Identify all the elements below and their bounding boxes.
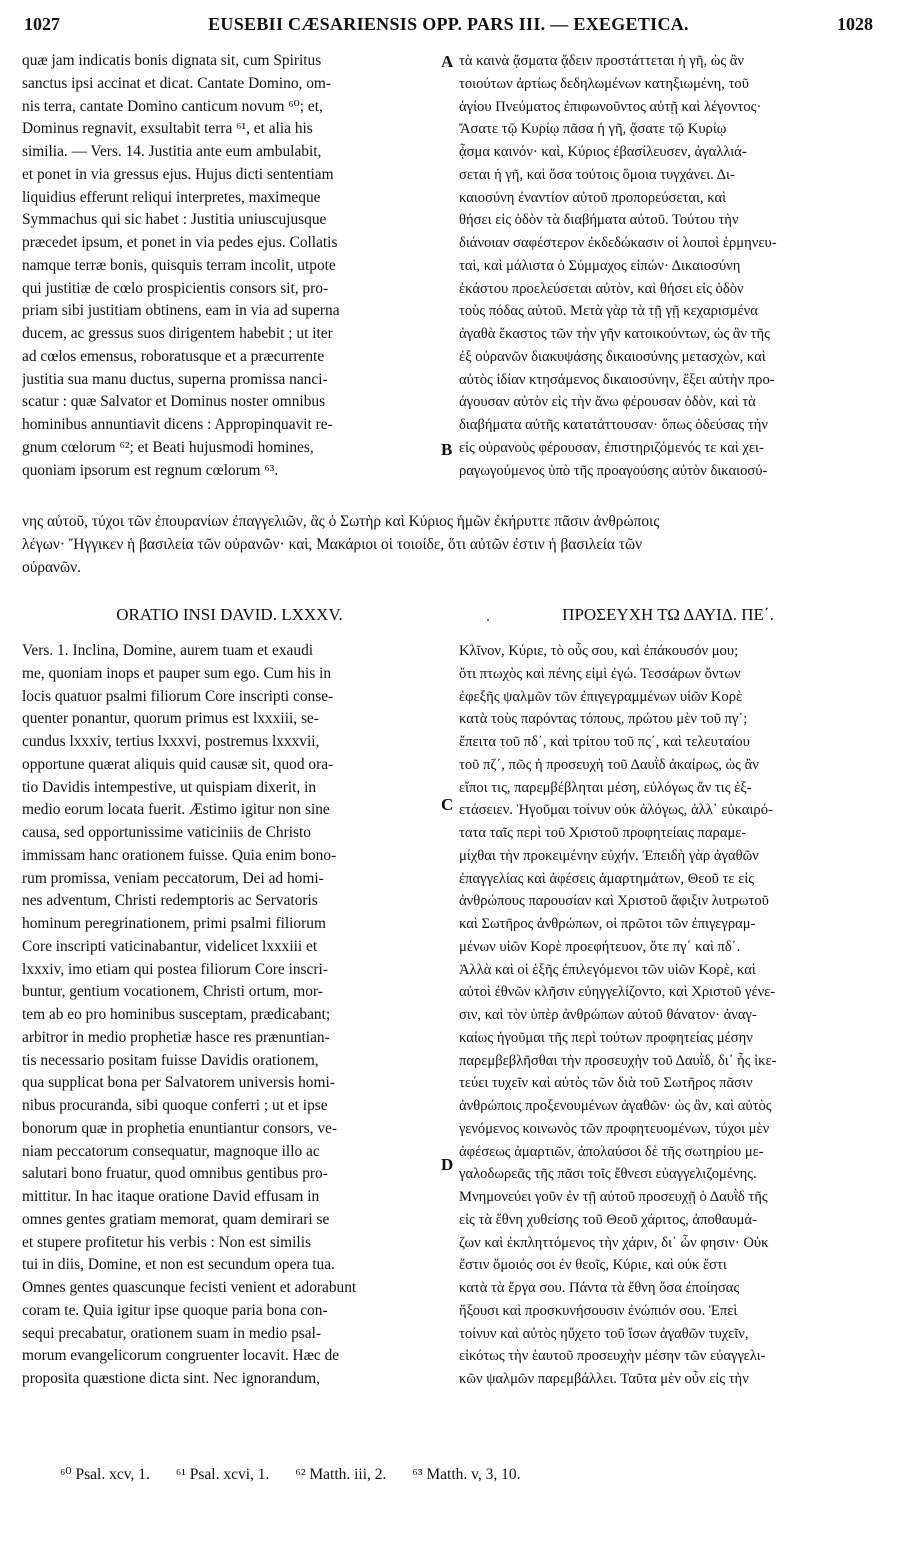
text-line: arbitror in medio prophetiæ hasce res prænuntian- <box>22 1028 330 1046</box>
text-line: τοῦ πζ΄, πῶς ἡ προσευχὴ τοῦ Δαυῒδ ἀκαίρως, ὡς ἂν <box>459 756 759 773</box>
text-line: nes adventum, Christi redemptoris ac Servatoris <box>22 892 318 910</box>
text-line: morum evangelicorum congruenter locavit. Hæc de <box>22 1347 340 1365</box>
text-line: Dominus regnavit, exsultabit terra ⁶¹, et alia his <box>22 120 313 138</box>
text-line: sanctus ipsi accinat et dicat. Cantate Domino, om- <box>22 74 332 92</box>
text-line: ἀνθρώποις προξενουμένων ἀγαθῶν· ὡς ἂν, καὶ αὐτὸς <box>459 1098 772 1114</box>
text-line: Ἀλλὰ καὶ οἱ ἑξῆς ἐπιλεγόμενοι τῶν υἱῶν Κορὲ, καὶ <box>459 961 756 978</box>
text-line: ραγωγούμενος ὑπὸ τῆς προαγούσης αὐτὸν δικαιοσύ- <box>459 462 768 479</box>
title-separator: . <box>486 608 490 625</box>
margin-letter-b: B <box>441 440 453 459</box>
text-line: niam peccatorum consequatur, magnoque illo ac <box>22 1142 320 1160</box>
text-line: tis necessario positam fuisse Davidis orationem, <box>22 1051 319 1069</box>
text-line: et stupere profitetur his verbis : Non est similis <box>22 1233 311 1251</box>
text-line: coram te. Quia igitur ipse quoque paria bona con- <box>22 1301 328 1319</box>
text-line: ἐφεξῆς ψαλμῶν τῶν ἐπιγεγραμμένων υἱῶν Κορὲ <box>459 688 743 705</box>
text-line: nibus procuranda, sibi quoque conferri ; ut et ipse <box>22 1097 328 1114</box>
text-line: lxxxiv, imo etiam qui postea filiorum Core inscri- <box>22 960 328 978</box>
text-line: ducem, ac gressus suos dirigentem habebit ; ut iter <box>22 325 333 342</box>
text-line: ἐξ οὐρανῶν διακυψάσης δικαιοσύνης μετασχὼν, καὶ <box>459 348 766 365</box>
full-width-greek-continuation <box>22 511 877 579</box>
text-line: τοὺς πόδας αὐτοῦ. Μετὰ γὰρ τὰ τῇ γῇ κεχαρισμένα <box>459 303 758 320</box>
margin-letter-a: A <box>441 52 454 71</box>
text-line: αὐτὸς ἰδίαν κτησάμενος δικαιοσύνην, ἕξει αὐτὴν προ- <box>459 371 775 388</box>
text-line: tem ab eo pro hominibus susceptam, prædicabant; <box>22 1006 331 1023</box>
text-line: Symmachus qui sic habet : Justitia uniuscujusque <box>22 211 327 229</box>
page-number-right: 1028 <box>837 14 873 34</box>
footnote: ⁶¹ Psal. xcvi, 1. <box>175 1466 270 1483</box>
text-line: γαλοδωρεᾶς τῆς πᾶσι τοῖς ἔθνεσι εὐαγγελιζομένης. <box>459 1166 757 1183</box>
text-line: hominibus annuntiavit dicens : Appropinquavit re- <box>22 416 333 433</box>
text-line: quæ jam indicatis bonis dignata sit, cum Spiritus <box>22 52 322 69</box>
text-line: qua supplicat bona per Salvatorem universis homi- <box>22 1074 335 1092</box>
text-line: τατα ταῖς περὶ τοῦ Χριστοῦ προφητείαις παραμε- <box>459 825 747 841</box>
text-line: ετάσειεν. Ἡγοῦμαι τοίνυν οὐκ ἀλόγως, ἀλλ᾽ εὐκαιρό- <box>459 802 773 819</box>
text-line: causa, sed opportunissime vaticiniis de Christo <box>22 824 311 841</box>
text-line: Vers. 1. Inclina, Domine, aurem tuam et exaudi <box>22 642 314 659</box>
text-line: bonorum quæ in prophetia enuntiantur consors, ve- <box>22 1119 338 1137</box>
text-line: ὅτι πτωχὸς καὶ πένης εἰμὶ ἐγώ. Τεσσάρων ὄντων <box>459 665 741 682</box>
text-line: similia. — Vers. 14. Justitia ante eum ambulabit, <box>22 143 322 160</box>
text-line: καιοσύνη ἐναντίον αὐτοῦ προπορεύσεται, καὶ <box>459 189 727 206</box>
text-line: namque terræ bonis, quisquis terram incolit, utpote <box>22 256 336 274</box>
text-line: οὐρανῶν. <box>22 558 81 576</box>
text-line: κατὰ τὰ ἔργα σου. Πάντα τὰ ἔθνη ὅσα ἐποίησας <box>459 1280 740 1296</box>
text-line: ἀνθρώπους παρουσίαν καὶ Χριστοῦ ἄφιξιν λυτρωτοῦ <box>459 893 769 910</box>
bottom-latin-column <box>22 640 437 1391</box>
text-line: proposita quæstione dicta sint. Nec ignorandum, <box>22 1370 320 1387</box>
text-line: Κλῖνον, Κύριε, τὸ οὖς σου, καὶ ἐπάκουσόν μου; <box>459 643 739 659</box>
top-latin-column <box>22 50 437 482</box>
text-line: omnes gentes gratiam memorat, quam demirari se <box>22 1210 330 1228</box>
text-line: εἰς οὐρανοὺς φέρουσαν, ἐπιστηριζόμενός τε καὶ χει- <box>459 439 764 456</box>
text-line: nis terra, cantate Domino canticum novum ⁶⁰; et, <box>22 97 323 115</box>
text-line: sequi precabatur, orationem suam in medio psal- <box>22 1324 321 1342</box>
text-line: γενόμενος κοινωνὸς τῶν προφητευομένων, τύχοι μὲν <box>459 1120 770 1137</box>
text-line: buntur, gentium vocationem, Christi ortum, mor- <box>22 983 323 1001</box>
text-line: κῶν ψαλμῶν παρεμβάλλει. Ταῦτα μὲν οὖν εἰς τὴν <box>459 1371 749 1387</box>
footnote: ⁶³ Matth. v, 3, 10. <box>412 1466 521 1483</box>
footnote: ⁶⁰ Psal. xcv, 1. <box>60 1466 150 1483</box>
text-line: tui in diis, Domine, et non est secundum opera tua. <box>22 1256 335 1274</box>
text-line: διαβήματα αὐτῆς κατατάττουσαν· ὅπως ὁδεύσας τὴν <box>459 417 768 433</box>
text-line: priam sibi justitiam obtinens, eam in via ad superna <box>22 302 340 320</box>
text-line: τεύει τυχεῖν καὶ αὐτὸς τῶν διὰ τοῦ Σωτῆρος πᾶσιν <box>459 1075 753 1092</box>
text-line: mittitur. In hac itaque oratione David effusam in <box>22 1188 320 1205</box>
running-title: EUSEBII CÆSARIENSIS OPP. PARS III. — EXEGETICA. <box>208 14 689 34</box>
text-line: ad cœlos emensus, roboratusque et a præcurrente <box>22 347 325 365</box>
footnote: ⁶² Matth. iii, 2. <box>295 1466 387 1483</box>
text-line: αὐτοὶ ἐθνῶν κλῆσιν εὐηγγελίζοντο, καὶ Χριστοῦ γένε- <box>459 984 776 1001</box>
text-line: tio Davidis intempestive, ut quispiam dixerit, in <box>22 778 317 796</box>
text-line: τοιούτων ἀρτίως δεδηλωμένων κατηξιωμένη, τοῦ <box>459 75 749 92</box>
text-line: immissam hanc orationem fuisse. Quia enim bono- <box>22 846 337 864</box>
text-line: νης αὐτοῦ, τύχοι τῶν ἐπουρανίων ἐπαγγελιῶν, ἃς ὁ Σωτὴρ καὶ Κύριος ἡμῶν ἐκήρυττε πᾶσιν ἀνθρώποις <box>22 513 660 530</box>
text-line: σιν, καὶ τὸν ὑπὲρ ἀνθρώπων αὐτοῦ θάνατον· ἀναγ- <box>459 1007 757 1023</box>
text-line: quoniam ipsorum est regnum cœlorum ⁶³. <box>22 461 279 479</box>
text-line: scatur : quæ Salvator et Dominus noster omnibus <box>22 393 326 411</box>
text-line: παρεμβεβλῆσθαι τὴν προσευχὴν τοῦ Δαυῒδ, δι᾽ ἧς ἱκε- <box>459 1052 777 1069</box>
text-line: Μνημονεύει γοῦν ἐν τῇ αὐτοῦ προσευχῇ ὁ Δαυῒδ τῆς <box>459 1189 768 1205</box>
text-line: λέγων· Ἤγγικεν ἡ βασιλεία τῶν οὐρανῶν· καὶ, Μακάριοι οἱ τοιοίδε, ὅτι αὐτῶν ἐστιν ἡ βασιλεία τῶν <box>22 535 643 553</box>
greek-section-title: ΠΡΟΣΕΥΧΗ ΤΩ ΔΑΥΙΔ. ΠΕ΄. <box>562 605 774 624</box>
text-line: μένων υἱῶν Κορὲ προεφήτευον, ὅτε πγ΄ καὶ πδ΄. <box>459 938 741 955</box>
text-line: μίχθαι τὴν προκειμένην εὐχήν. Ἐπειδὴ γὰρ ἀγαθῶν <box>459 847 759 864</box>
text-line: et ponet in via gressus ejus. Hujus dicti sententiam <box>22 165 334 183</box>
text-line: σεται ἡ γῆ, καὶ ὅσα τούτοις ὅμοια τυγχάνει. Δι- <box>459 166 735 183</box>
text-line: τοίνυν καὶ αὐτὸς ηὔχετο τοῦ ἴσων ἀγαθῶν τυχεῖν, <box>459 1325 749 1342</box>
text-line: salutari bono fruatur, quod omnibus gentibus pro- <box>22 1165 328 1183</box>
text-line: διάνοιαν σαφέστερον ἐκδεδώκασιν οἱ λοιποὶ ἑρμηνευ- <box>459 235 777 251</box>
text-line: gnum cœlorum ⁶²; et Beati hujusmodi homines, <box>22 438 314 456</box>
running-header <box>24 14 873 40</box>
text-line: καίως ἡγοῦμαι τῆς περὶ τούτων προφητείας μέσην <box>459 1029 753 1046</box>
text-line: cundus lxxxiv, tertius lxxxvi, postremus lxxxvii, <box>22 733 320 750</box>
text-line: medio eorum locata fuerit. Æstimo igitur non sine <box>22 801 330 819</box>
page-number-left: 1027 <box>24 14 60 34</box>
text-line: ἀφέσεως ἁμαρτιῶν, ἀπολαύσοι δὲ τῆς σωτηρίου με- <box>459 1143 764 1160</box>
text-line: τὰ καινὰ ᾄσματα ᾄδειν προστάττεται ἡ γῆ, ὡς ἂν <box>459 53 745 69</box>
text-line: ἀγαθὰ ἕκαστος τῶν τὴν γῆν κατοικούντων, ὡς ἂν τῆς <box>459 326 770 342</box>
text-line: qui justitiæ de cœlo prospicientis consors sit, pro- <box>22 279 329 297</box>
text-line: θήσει εἰς ὁδὸν τὰ διαβήματα αὐτοῦ. Τούτου τὴν <box>459 212 739 229</box>
text-line: locis quatuor psalmi filiorum Core inscripti conse- <box>22 687 334 705</box>
text-line: καὶ Σωτῆρος ἀνθρώπων, οἱ πρῶτοι τῶν ἐπιγεγραμ- <box>459 916 756 932</box>
text-line: ἐπαγγελίας καὶ ἀφέσεις ἁμαρτημάτων, Θεοῦ τε εἰς <box>459 870 755 887</box>
text-line: ᾆσμα καινόν· καὶ, Κύριος ἐβασίλευσεν, ἀγαλλιά- <box>459 144 747 160</box>
text-line: ἔστιν ὅμοιός σοι ἐν θεοῖς, Κύριε, καὶ οὐκ ἔστι <box>459 1257 727 1274</box>
text-line: ταὶ, καὶ μάλιστα ὁ Σύμμαχος εἰπών· Δικαιοσύνη <box>459 257 741 274</box>
text-line: Core inscripti vaticinabantur, videlicet lxxxiii et <box>22 937 318 955</box>
text-line: εἰκότως τὴν ἑαυτοῦ προσευχὴν μέσην τῶν εὐαγγελι- <box>459 1348 766 1365</box>
bottom-greek-column <box>459 640 877 1391</box>
text-line: justitia sua manu ductus, superna promissa nanci- <box>22 370 328 388</box>
margin-letter-d: D <box>441 1155 454 1174</box>
text-line: me, quoniam inops et pauper sum ego. Cum his in <box>22 664 332 682</box>
margin-letter-c: C <box>441 795 454 814</box>
latin-section-title: ORATIO INSI DAVID. LXXXV. <box>116 605 343 624</box>
text-line: opportune quærat aliquis quid causæ sit, quod ora- <box>22 755 334 773</box>
text-line: ἁγίου Πνεύματος ἐπιφωνοῦντος αὐτῇ καὶ λέγοντος· <box>459 98 762 115</box>
text-line: ζων καὶ ἐκπληττόμενος τὴν χάριν, δι᾽ ὧν φησιν· Οὐκ <box>459 1234 769 1251</box>
text-line: ἔπειτα τοῦ πδ΄, καὶ τρίτου τοῦ πς΄, καὶ τελευταίου <box>459 734 750 750</box>
text-line: liquidius efferunt reliqui interpretes, maximeque <box>22 188 321 206</box>
text-line: quenter ponantur, quorum primus est lxxxiii, se- <box>22 710 319 728</box>
text-line: ἑκάστου προελεύσεται αὐτὸν, καὶ θήσει εἰς ὁδὸν <box>459 280 744 297</box>
text-line: rum promissa, veniam peccatorum, Dei ad homi- <box>22 869 324 887</box>
top-greek-column <box>459 50 877 482</box>
text-line: εἰς τὰ ἔθνη χυθείσης τοῦ Θεοῦ χάριτος, ἀποθαυμά- <box>459 1211 757 1228</box>
text-line: εἴποι τις, παρεμβέβληται μέση, εὐλόγως ἄν τις ἐξ- <box>459 779 752 796</box>
text-line: άγουσαν αὐτὸν εἰς τὴν ἄνω φέρουσαν ὁδὸν, καὶ τὰ <box>459 394 756 411</box>
text-line: κατὰ τοὺς παρόντας τόπους, πρώτου μὲν τοῦ πγ΄; <box>459 711 748 728</box>
text-line: ἥξουσι καὶ προσκυνήσουσιν ἐνώπιόν σου. Ἐπεὶ <box>459 1302 738 1319</box>
text-line: Omnes gentes quascunque fecisti venient et adorabunt <box>22 1279 357 1296</box>
text-line: Ἄσατε τῷ Κυρίῳ πᾶσα ἡ γῆ, ᾄσατε τῷ Κυρίῳ <box>459 121 727 138</box>
footnotes <box>60 1465 860 1484</box>
text-line: præcedet ipsum, et ponet in via pedes ejus. Collatis <box>22 234 338 251</box>
text-line: hominum peregrinationem, primi psalmi filiorum <box>22 915 326 932</box>
